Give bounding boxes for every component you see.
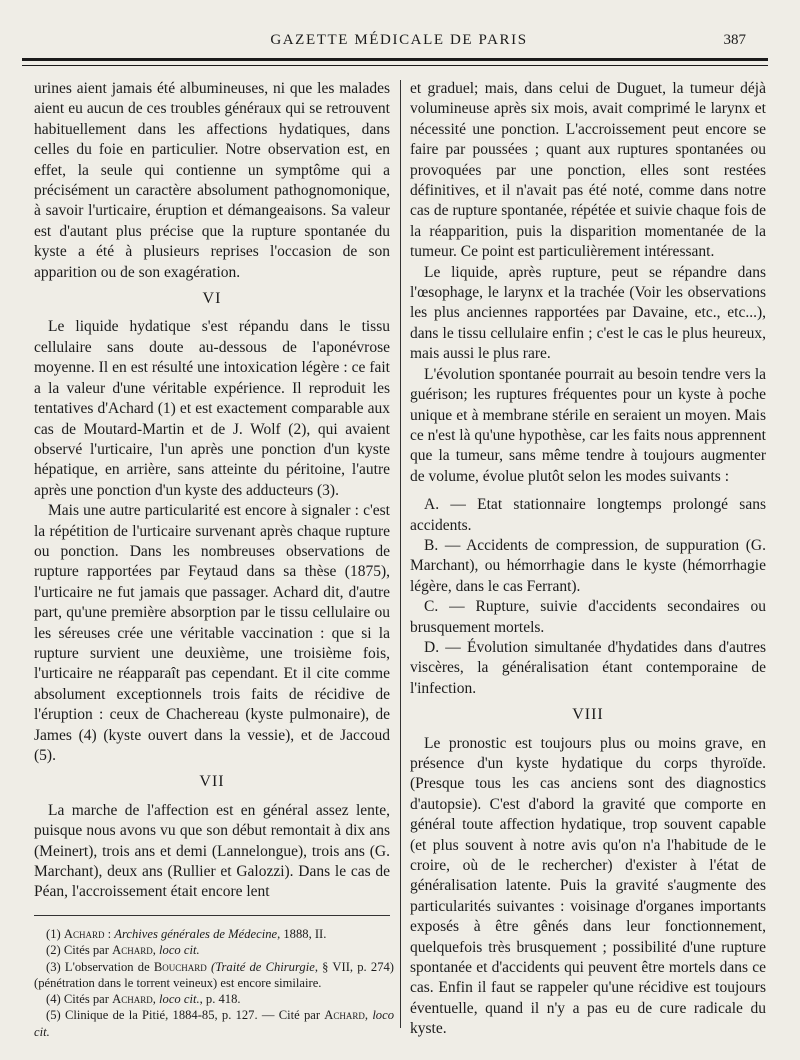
- footnote-text: , 1888, II.: [277, 927, 327, 941]
- footnote-loc: loco cit.: [159, 943, 200, 958]
- footnote-1: (1) Achard : Archives générales de Médecine, 1888, II.: [46, 927, 327, 941]
- footnote-number: (3): [46, 959, 61, 974]
- left-column: [34, 79, 390, 903]
- list-item-c: C. — Rupture, suivie d'accidents secondaires ou brusquement mortels.: [410, 598, 766, 636]
- paragraph: L'évolution spontanée pourrait au besoin tendre vers la guérison; les ruptures fréquentes pour un kyste à poche unique et à membrane stérile en seraient un moyen. Mais ce n'est là qu'une hypothèse, car les faits nous apprennent que la tumeur, sans même tendre à toujours augmenter de volume, évolue plutôt selon les modes suivants :: [410, 365, 766, 485]
- section-heading-vi: VI: [202, 290, 222, 308]
- list-item-a: A. — Etat stationnaire longtemps prolongé sans accidents.: [410, 496, 766, 534]
- list-item-b: B. — Accidents de compression, de suppuration (G. Marchant), ou hémorrhagie dans le kyste (hémorrhagie légère, dans le cas Ferrant).: [410, 536, 766, 595]
- footnote-author: Achard: [112, 943, 153, 958]
- footnote-5: (5) Clinique de la Pitié, 1884-85, p. 127. — Cité par Achard, loco cit.: [34, 1008, 394, 1039]
- footnote-loc: loco cit.: [34, 1008, 394, 1039]
- footnote-number: (5): [46, 1008, 61, 1023]
- footnote-title: (Traité de Chirurgie: [211, 959, 315, 974]
- footnote-number: (2): [46, 943, 61, 958]
- header-rule-thick: [22, 58, 768, 61]
- spacer: [410, 487, 766, 495]
- footnote-number: (1): [46, 927, 61, 941]
- page-number: 387: [723, 32, 746, 48]
- paragraph: Mais une autre particularité est encore à signaler : c'est la répétition de l'urticaire survenant après chaque rupture ou ponction. Dans les nombreuses observations de rupture rapportées par Feytaud dans sa thèse (1875), l'urticaire ne fut jamais que passager. Achard dit, d'autre part, qu'une première absorption par le tissu cellulaire ou les séreuses crée une véritable vaccination : que si la rupture survient une deuxième, une troisième fois, l'urticaire ne réapparaît pas cependant. Et il cite comme absolument exceptionnels trois faits de récidive de l'éruption : ceux de Chachereau (kyste pulmonaire), de James (4) (kyste ouvert dans la vessie), et de Jaccoud (5).: [34, 502, 390, 764]
- paragraph: urines aient jamais été albumineuses, ni que les malades aient eu aucun de ces troubles généraux qui se retrouvent habituellement dans les affections hydatiques, dans celles du foie en particulier. Notre observation est, en effet, la seule qui contienne un symptôme qui a précisément un caractère absolument pathognomonique, à savoir l'urticaire, éruption et démangeaisons. Sa valeur est d'autant plus précise que la rupture spontanée du kyste a été à plusieurs reprises l'occasion de son apparition ou de son exagération.: [34, 80, 390, 281]
- list-item-d: D. — Évolution simultanée d'hydatides dans d'autres viscères, la généralisation étant contemporaine de l'infection.: [410, 638, 766, 697]
- paragraph: Le liquide hydatique s'est répandu dans le tissu cellulaire sans doute au-dessous de l'aponévrose moyenne. Il en est résulté une intoxication légère : ce fait a la valeur d'une véritable expérience. Il reproduit les tentatives d'Achard (1) et est exactement comparable aux cas de Moutard-Martin et de J. Wolf (2), qui avaient observé l'urticaire, l'un après une ponction d'un kyste hépatique, en arrière, sans atteinte du péritoine, l'autre après une ponction d'un kyste des adducteurs (3).: [34, 318, 390, 499]
- section-heading-viii: VIII: [572, 706, 604, 724]
- section-heading-vii: VII: [199, 773, 225, 791]
- footnote-rule: [34, 915, 390, 916]
- footnote-text: Cités par: [63, 943, 109, 958]
- footnote-4: (4) Cités par Achard, loco cit., p. 418.: [46, 992, 241, 1007]
- journal-title: GAZETTE MÉDICALE DE PARIS: [270, 32, 528, 48]
- footnote-text: , § VII, p. 274) (pénétration dans le torrent veineux) est encore similaire.: [34, 959, 394, 990]
- page-header: [24, 30, 774, 56]
- footnotes: [34, 926, 394, 1040]
- footnote-loc: loco cit.: [159, 992, 200, 1007]
- paragraph: Le pronostic est toujours plus ou moins grave, en présence d'un kyste hydatique du corps thyroïde. (Presque tous les cas anciens sont des diagnostics d'autopsie). C'est d'abord la gravité que comporte en général toute affection hydatique, trop souvent capable (et plus souvent à notre avis qu'on n'a l'habitude de le croire, où de le rechercher) d'exister à l'état de généralisation latente. Puis la gravité s'augmente des particularités suivantes : voisinage d'organes importants exposés à être gênés dans leur fonctionnement, quelquefois très brusquement ; possibilité d'une rupture spontanée et d'accidents qui peuvent être mortels dans ce cas. Enfin il faut se rappeler qu'une récidive est toujours éventuelle, quand il n'y a pas eu de cure radicale du kyste.: [410, 734, 766, 1038]
- footnote-number: (4): [46, 992, 61, 1007]
- footnote-text: , p. 418.: [199, 992, 241, 1007]
- footnote-author: Bouchard: [153, 959, 207, 974]
- footnote-text: L'observation de: [64, 959, 150, 974]
- footnote-title: Archives générales de Médecine: [114, 927, 278, 941]
- footnote-author: Achard: [324, 1008, 365, 1023]
- footnote-3: [34, 959, 394, 992]
- header-rule-thin: [22, 65, 768, 66]
- footnote-text: Cités par: [63, 992, 109, 1007]
- paragraph: Le liquide, après rupture, peut se répandre dans l'œsophage, le larynx et la trachée (Voir les observations les plus anciennes rapportées par Davaine, etc., etc...), dans le tissu cellulaire enfin ; c'est le cas le plus heureux, mais aussi le plus rare.: [410, 263, 766, 363]
- footnote-2: (2) Cités par Achard, loco cit.: [46, 943, 200, 958]
- paragraph: et graduel; mais, dans celui de Duguet, la tumeur déjà volumineuse après six mois, avait comprimé le larynx et nécessité une ponction. L'accroissement peut encore se faire par poussées ; quant aux ruptures spontanées ou provoquées par une ponction, elles sont restées définitives, et il n'avait pas été noté, comme dans notre cas de rupture spontanée, répétée et suivie chaque fois de la réapparition, puis la disparition momentanée de la tumeur. Ce point est particulièrement intéressant.: [410, 80, 766, 261]
- footnote-author: Achard: [112, 992, 153, 1007]
- paragraph: La marche de l'affection est en général assez lente, puisque nous avons vu que son début remontait à dix ans (Meinert), trois ans et demi (Lannelongue), trois ans (G. Marchant), deux ans (Rullier et Galozzi). Dans le cas de Péan, l'accroissement était encore lent: [34, 801, 390, 901]
- footnote-text: Clinique de la Pitié, 1884-85, p. 127. — Cité par: [64, 1008, 321, 1023]
- column-separator: [400, 80, 401, 1028]
- right-column: [410, 79, 766, 1040]
- footnote-author: Achard: [63, 927, 105, 941]
